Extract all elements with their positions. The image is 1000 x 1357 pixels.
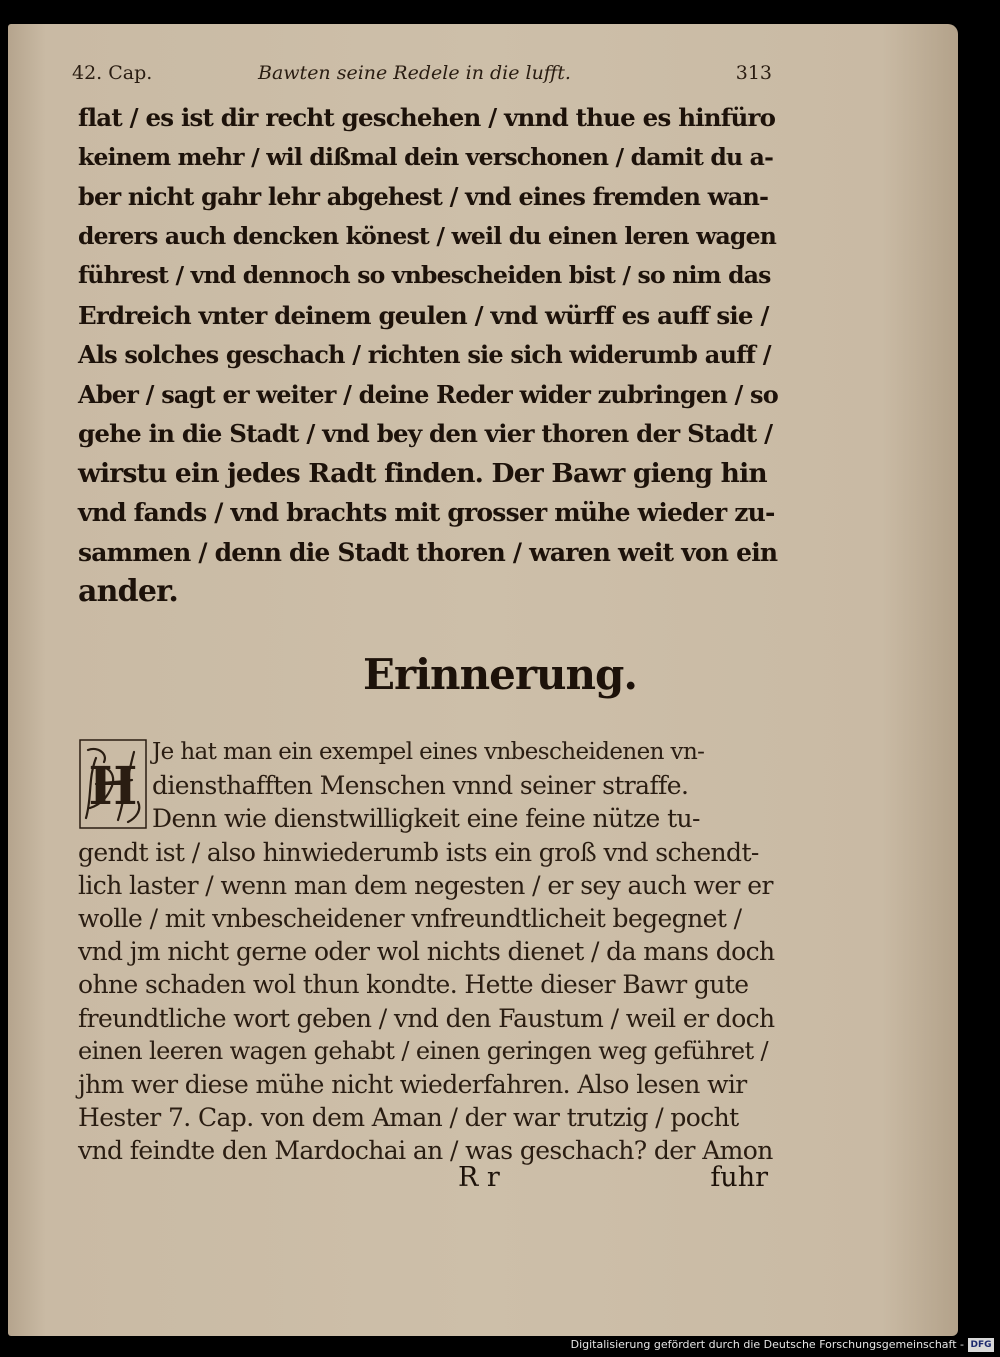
text-line: Erdreich vnter deinem geulen / vnd würff es auff sie / bbox=[78, 300, 769, 330]
text-line: lich laster / wenn man dem negesten / er sey auch wer er bbox=[78, 870, 773, 900]
text-line: ber nicht gahr lehr abgehest / vnd eines fremden wan- bbox=[78, 182, 769, 211]
text-line: gendt ist / also hinwiederumb ists ein groß vnd schendt- bbox=[78, 837, 759, 867]
initial-letter: H bbox=[88, 756, 138, 817]
text-line: führest / vnd dennoch so vnbescheiden bist / so nim das bbox=[78, 261, 771, 289]
text-line: vnd fands / vnd brachts mit grosser mühe wieder zu- bbox=[78, 498, 775, 527]
digitization-credit: Digitalisierung gefördert durch die Deutsche Forschungsgemeinschaft - bbox=[570, 1338, 964, 1351]
text-line: Je hat man ein exempel eines vnbescheidenen vn- bbox=[152, 739, 705, 765]
text-line: derers auch dencken könest / weil du einen leren wagen bbox=[78, 221, 777, 250]
running-title: Bawten seine Redele in die lufft. bbox=[258, 62, 571, 84]
running-head bbox=[72, 62, 772, 92]
text-line: diensthafften Menschen vnnd seiner straffe. bbox=[152, 771, 689, 801]
text-line: vnd jm nicht gerne oder wol nichts dienet / da mans doch bbox=[78, 937, 775, 967]
chapter-number: 42. Cap. bbox=[72, 62, 153, 84]
main-paragraph bbox=[78, 98, 778, 612]
page-footer bbox=[78, 1162, 768, 1198]
text-line: einen leeren wagen gehabt / einen geringen weg geführet / bbox=[78, 1036, 769, 1065]
text-line: vnd feindte den Mardochai an / was geschach? der Amon bbox=[78, 1136, 773, 1166]
page-number: 313 bbox=[735, 62, 772, 84]
text-line: keinem mehr / wil dißmal dein verschonen / damit du a- bbox=[78, 142, 774, 171]
catchword: fuhr bbox=[710, 1162, 768, 1193]
text-line: Hester 7. Cap. von dem Aman / der war trutzig / pocht bbox=[78, 1103, 739, 1133]
text-line: ohne schaden wol thun kondte. Hette dieser Bawr gute bbox=[78, 970, 749, 1000]
section-heading: Erinnerung. bbox=[362, 650, 638, 699]
text-line: freundtliche wort geben / vnd den Faustum / weil er doch bbox=[78, 1003, 775, 1033]
text-line: Denn wie dienstwilligkeit eine feine nütze tu- bbox=[152, 804, 700, 834]
text-line: wirstu ein jedes Radt finden. Der Bawr gieng hin bbox=[78, 457, 767, 489]
signature-mark: R r bbox=[458, 1162, 500, 1193]
text-line: ander. bbox=[78, 574, 179, 609]
text-line: wolle / mit vnbescheidener vnfreundtlicheit begegnet / bbox=[78, 903, 742, 933]
commentary-paragraph bbox=[78, 736, 778, 1167]
dfg-logo: DFG bbox=[968, 1338, 994, 1352]
decorated-initial-icon bbox=[78, 738, 148, 830]
text-line: flat / es ist dir recht geschehen / vnnd thue es hinfüro bbox=[78, 103, 776, 132]
text-line: gehe in die Stadt / vnd bey den vier thoren der Stadt / bbox=[78, 419, 773, 448]
text-line: sammen / denn die Stadt thoren / waren weit von ein bbox=[78, 537, 778, 567]
text-line: jhm wer diese mühe nicht wiederfahren. Also lesen wir bbox=[78, 1069, 747, 1099]
text-line: Aber / sagt er weiter / deine Reder wider zubringen / so bbox=[78, 379, 778, 409]
text-line: Als solches geschach / richten sie sich widerumb auff / bbox=[78, 340, 771, 369]
